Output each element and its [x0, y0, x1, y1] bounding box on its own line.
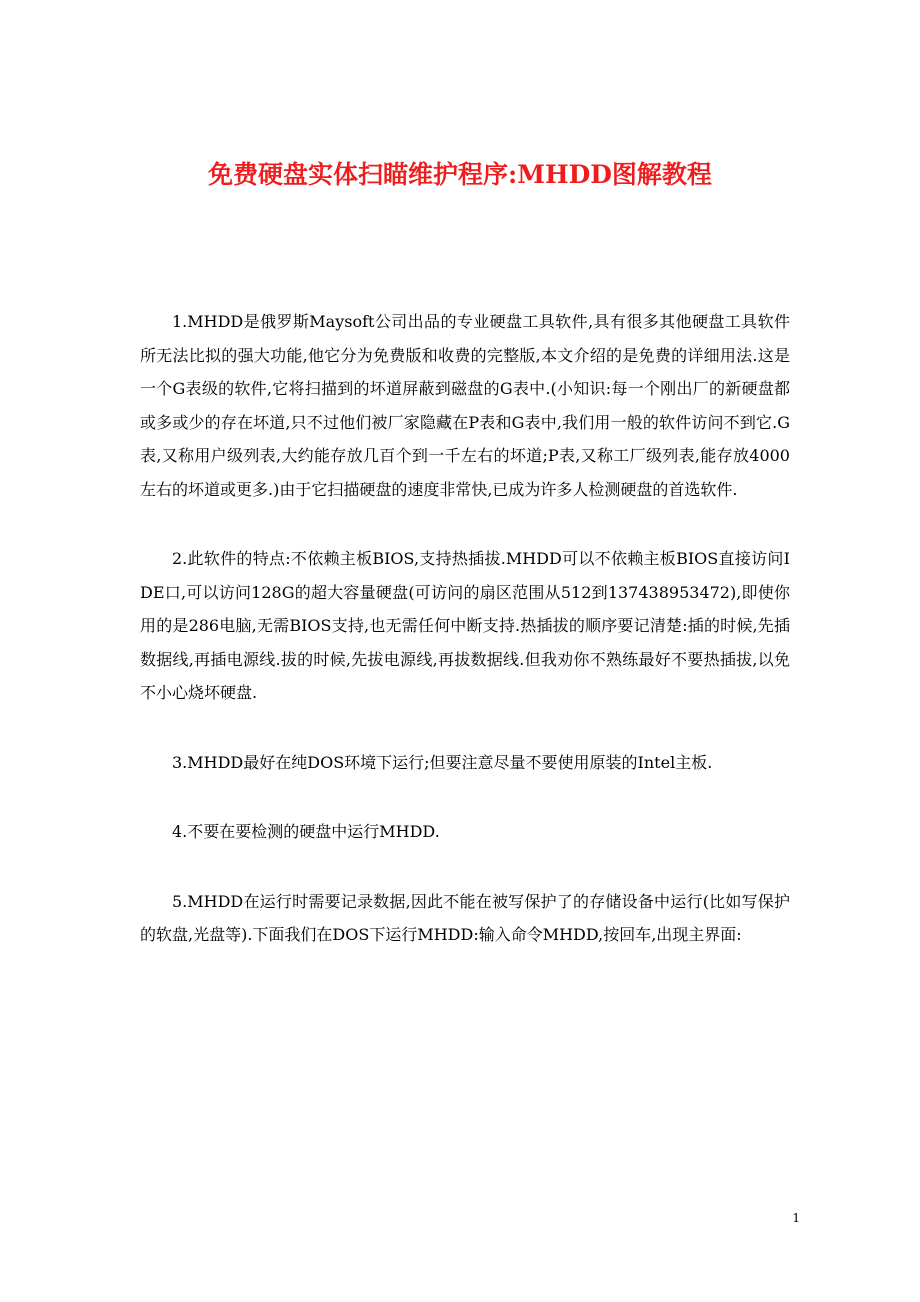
- paragraph-4: 4.不要在要检测的硬盘中运行MHDD.: [172, 822, 440, 841]
- paragraph-5: 5.MHDD在运行时需要记录数据,因此不能在被写保护了的存储设备中运行(比如写保护的软盘,光盘等).下面我们在DOS下运行MHDD:输入命令MHDD,按回车,出现主界面:: [140, 891, 790, 944]
- paragraph-1: 1.MHDD是俄罗斯Maysoft公司出品的专业硬盘工具软件,具有很多其他硬盘工具软件所无法比拟的强大功能,他它分为免费版和收费的完整版,本文介绍的是免费的详细用法.这是一个G表级的软件,它将扫描到的坏道屏蔽到磁盘的G表中.(小知识:每一个刚出厂的新硬盘都或多或少的存在坏道,只不过他们被厂家隐藏在P表和G表中,我们用一般的软件访问不到它.G表,又称用户级列表,大约能存放几百个到一千左右的坏道;P表,又称工厂级列表,能存放4000左右的坏道或更多.)由于它扫描硬盘的速度非常快,已成为许多人检测硬盘的首选软件.: [140, 312, 790, 499]
- paragraph-3: 3.MHDD最好在纯DOS环境下运行;但要注意尽量不要使用原装的Intel主板.: [172, 752, 713, 772]
- document-title: 免费硬盘实体扫瞄维护程序:MHDD图解教程: [208, 160, 712, 189]
- page-number: 1: [792, 1211, 800, 1225]
- document-body: [140, 305, 790, 988]
- paragraph-2: 2.此软件的特点:不依赖主板BIOS,支持热插拔.MHDD可以不依赖主板BIOS直接访问IDE口,可以访问128G的超大容量硬盘(可访问的扇区范围从512到137438953472),即使你用的是286电脑,无需BIOS支持,也无需任何中断支持.热插拔的顺序要记清楚:插的时候,先插数据线,再插电源线.拔的时候,先拔电源线,再拔数据线.但我劝你不熟练最好不要热插拔,以免不小心烧坏硬盘.: [140, 549, 790, 702]
